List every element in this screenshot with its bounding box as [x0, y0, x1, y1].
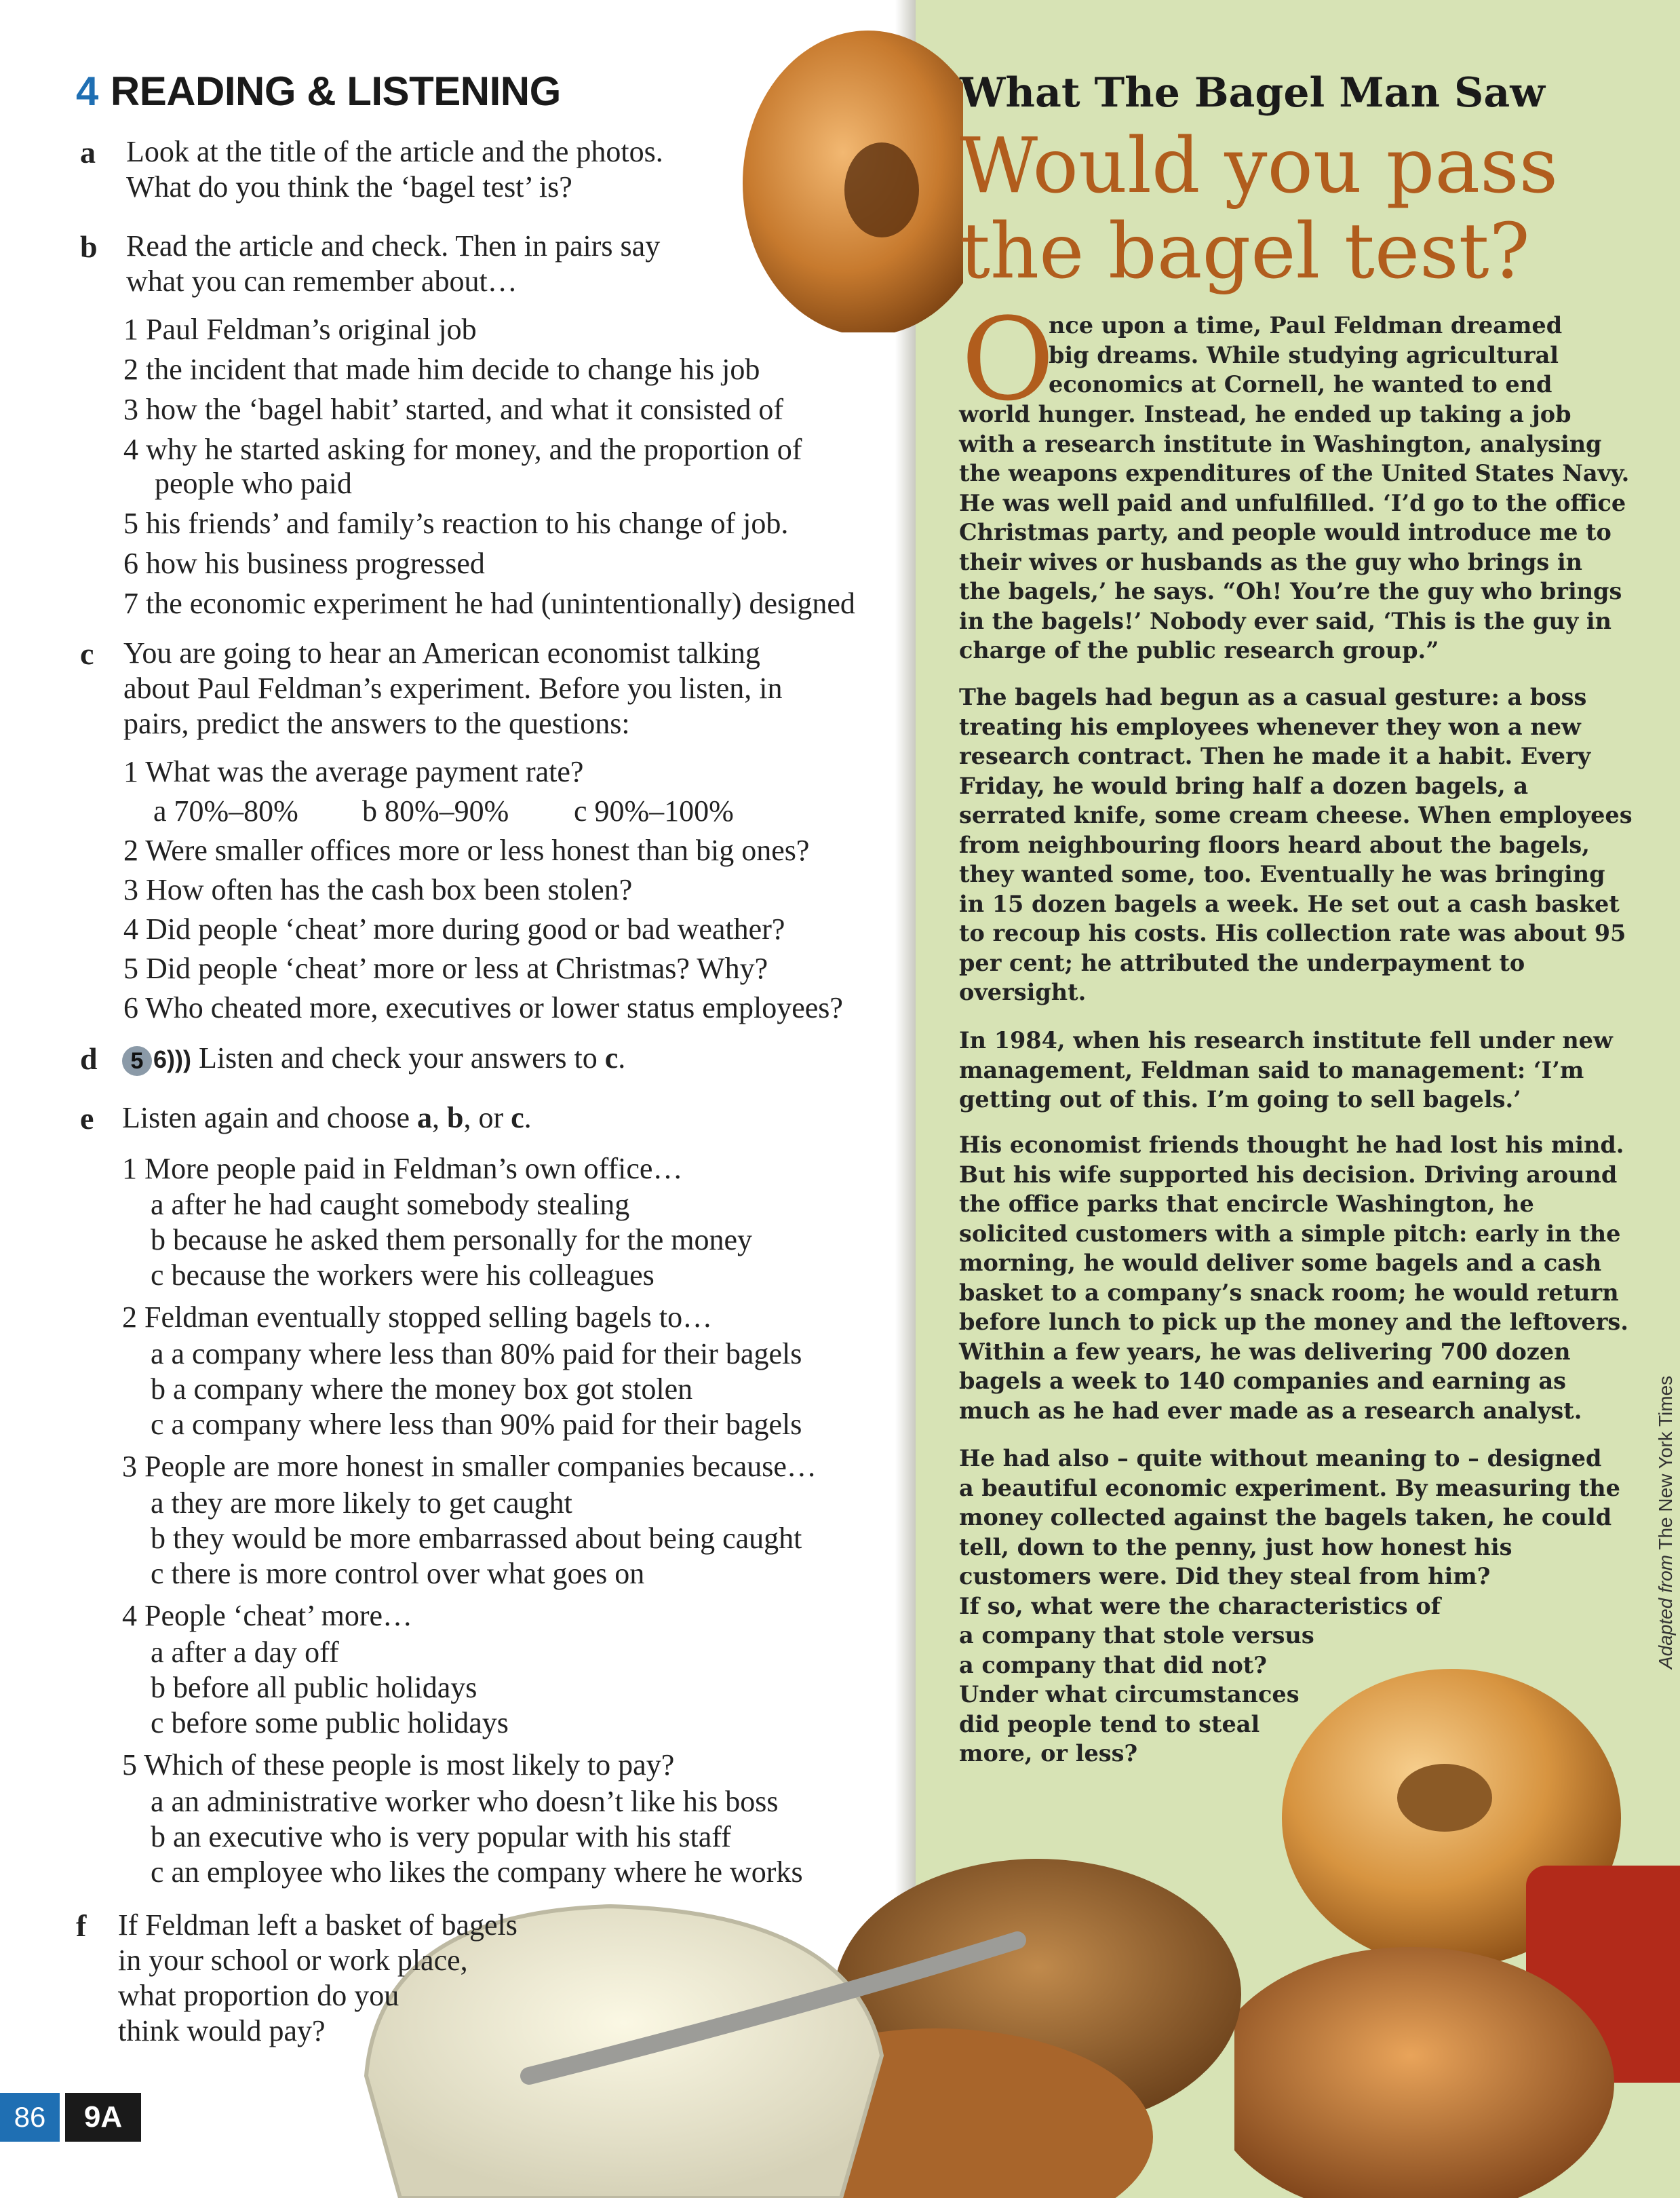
exercise-f-line: think would pay? [118, 2014, 326, 2047]
audio-track-icon[interactable]: 5 [122, 1046, 152, 1076]
exercise-e-option: b a company where the money box got stolen [151, 1372, 693, 1406]
exercise-d-ref: c [604, 1041, 619, 1075]
article-line: in 15 dozen bagels a week. He set out a cash basket [959, 890, 1620, 917]
article-line: economics at Cornell, he wanted to end [1049, 371, 1552, 398]
exercise-e-option: b an executive who is very popular with his staff [151, 1820, 731, 1853]
exercise-c-line: You are going to hear an American economist talking [123, 636, 760, 670]
article-line: research contract. Then he made it a habit. Every [959, 743, 1591, 769]
exercise-e-option: c there is more control over what goes on [151, 1557, 645, 1590]
article-line: much as he had ever made as a research analyst. [959, 1397, 1582, 1424]
exercise-e-question: 1 More people paid in Feldman’s own office… [122, 1152, 683, 1185]
article-paragraph-2 [959, 682, 1633, 1007]
article-line: money collected against the bagels taken, he could [959, 1504, 1612, 1530]
exercise-d-letter: d [80, 1041, 98, 1076]
article-line: charge of the public research group.” [959, 637, 1439, 663]
credit-prefix: Adapted from [1655, 1554, 1676, 1669]
article-title-line: Would you pass [960, 122, 1559, 210]
exercise-f-line: in your school or work place, [118, 1944, 468, 1977]
exercise-e-option: c an employee who likes the company where he works [151, 1855, 803, 1889]
exercise-b-item: 4 why he started asking for money, and the proportion of [123, 433, 802, 466]
article-line: big dreams. While studying agricultural [1049, 341, 1559, 368]
exercise-e-option: a they are more likely to get caught [151, 1486, 572, 1520]
exercise-c-option: c 90%–100% [574, 794, 734, 828]
article-paragraph-4 [959, 1130, 1628, 1425]
article-line: He had also – quite without meaning to – designed [959, 1445, 1602, 1471]
article-line: morning, he would deliver some bagels and a cash [959, 1250, 1602, 1276]
exercise-e-sep2: , or [463, 1101, 511, 1134]
article-line: they wanted some, too. Eventually he was bringing [959, 861, 1605, 887]
article-line: per cent; he attributed the underpayment to [959, 949, 1525, 976]
article-line: The bagels had begun as a casual gesture: a boss [959, 684, 1587, 710]
article-line: basket to a company’s snack room; he would return [959, 1279, 1619, 1306]
article-line: bagels a week to 140 companies and earning as [959, 1368, 1567, 1394]
exercise-e-a: a [416, 1101, 432, 1134]
article-drop-cap: O [961, 293, 1055, 426]
article-line: Within a few years, he was delivering 700 dozen [959, 1338, 1571, 1365]
article-line: world hunger. Instead, he ended up taking a job [959, 401, 1571, 427]
page-number: 86 [0, 2093, 60, 2142]
article-line: with a research institute in Washington, analysing [959, 430, 1602, 457]
article-line: tell, down to the penny, just how honest his [959, 1533, 1512, 1560]
article-kicker: What The Bagel Man Saw [960, 69, 1545, 117]
exercise-c-question: 1 What was the average payment rate? [123, 755, 584, 788]
article-line: did people tend to steal [959, 1710, 1260, 1737]
exercise-e-b: b [446, 1101, 464, 1134]
article-line: oversight. [959, 979, 1087, 1005]
exercise-b-item: 5 his friends’ and family’s reaction to his change of job. [123, 507, 789, 540]
article-paragraph-1-lead [1049, 311, 1562, 400]
exercise-e-sep1: , [431, 1101, 447, 1134]
exercise-e-option: b because he asked them personally for the money [151, 1223, 753, 1256]
exercise-b-item: 6 how his business progressed [123, 547, 485, 580]
audio-track-number: 6 [153, 1045, 168, 1073]
exercise-d-line [122, 1041, 625, 1077]
article-line: to recoup his costs. His collection rate was about 95 [959, 920, 1626, 946]
exercise-c-question: 4 Did people ‘cheat’ more during good or bad weather? [123, 912, 785, 946]
exercise-c-option: a 70%–80% [153, 794, 298, 828]
exercise-e-c: c [511, 1101, 524, 1134]
exercise-b-item: 2 the incident that made him decide to change his job [123, 353, 760, 386]
article-paragraph-5 [959, 1444, 1620, 1769]
article-line: the bagels,’ he says. “Oh! You’re the guy who brings [959, 578, 1622, 604]
audio-wave-icon: ))) [167, 1045, 191, 1073]
article-title-line: the bagel test? [960, 208, 1530, 296]
article-paragraph-1 [959, 400, 1629, 666]
exercise-f-line: If Feldman left a basket of bagels [118, 1908, 517, 1942]
exercise-e-question: 5 Which of these people is most likely to pay? [122, 1748, 675, 1781]
exercise-b-line: what you can remember about… [126, 265, 517, 298]
article-line: solicited customers with a simple pitch: early in the [959, 1220, 1621, 1247]
article-line: the office parks that encircle Washington, he [959, 1191, 1534, 1217]
exercise-e-option: b they would be more embarrassed about being caught [151, 1522, 802, 1555]
exercise-e-letter: e [80, 1101, 94, 1136]
exercise-f-letter: f [76, 1908, 87, 1943]
exercise-b-item: 3 how the ‘bagel habit’ started, and what it consisted of [123, 393, 784, 426]
article-line: treating his employees whenever they won a new [959, 713, 1581, 740]
article-line: from neighbouring floors heard about the bagels, [959, 831, 1590, 858]
exercise-c-letter: c [80, 636, 94, 671]
exercise-a-line: Look at the title of the article and the photos. [126, 135, 663, 168]
exercise-b-item: people who paid [155, 467, 352, 500]
exercise-e-question: 2 Feldman eventually stopped selling bagels to… [122, 1300, 713, 1334]
article-title [960, 123, 1558, 294]
bagel-photo-top [732, 14, 963, 332]
article-line: before lunch to pick up the money and the leftovers. [959, 1309, 1628, 1335]
article-line: a beautiful economic experiment. By measuring the [959, 1474, 1620, 1501]
exercise-e-option: a an administrative worker who doesn’t like his boss [151, 1785, 779, 1818]
exercise-d-text: Listen and check your answers to [199, 1041, 605, 1075]
exercise-e-end: . [524, 1101, 532, 1134]
exercise-a-letter: a [80, 135, 96, 170]
article-line: nce upon a time, Paul Feldman dreamed [1049, 312, 1563, 339]
exercise-e-instruction [122, 1100, 532, 1136]
section-title: READING & LISTENING [110, 69, 561, 114]
exercise-c-line: about Paul Feldman’s experiment. Before you listen, in [123, 672, 783, 705]
article-line: His economist friends thought he had lost his mind. [959, 1132, 1624, 1158]
article-line: Christmas party, and people would introduce me to [959, 519, 1611, 545]
exercise-b-item: 7 the economic experiment he had (unintentionally) designed [123, 587, 855, 620]
article-line: getting out of this. I’m going to sell bagels.’ [959, 1086, 1521, 1113]
article-line: In 1984, when his research institute fell under new [959, 1027, 1613, 1054]
exercise-e-option: a a company where less than 80% paid for their bagels [151, 1337, 802, 1370]
exercise-c-line: pairs, predict the answers to the questions: [123, 707, 630, 740]
exercise-e-question: 4 People ‘cheat’ more… [122, 1599, 413, 1632]
credit-source: The New York Times [1655, 1375, 1676, 1555]
exercise-e-option: a after he had caught somebody stealing [151, 1188, 630, 1221]
article-line: Friday, he would bring half a dozen bagels, a [959, 772, 1529, 799]
article-line: He was well paid and unfulfilled. ‘I’d go to the office [959, 489, 1626, 516]
article-line: in the bagels!’ Nobody ever said, ‘This is the guy in [959, 607, 1612, 634]
unit-label: 9A [65, 2093, 141, 2142]
exercise-c-question: 3 How often has the cash box been stolen? [123, 873, 633, 906]
section-heading [76, 68, 561, 115]
article-line: a company that did not? [959, 1651, 1267, 1678]
exercise-d-end: . [618, 1041, 626, 1075]
exercise-e-option: c before some public holidays [151, 1706, 509, 1739]
exercise-b-line: Read the article and check. Then in pairs say [126, 229, 661, 263]
article-paragraph-3 [959, 1026, 1613, 1115]
exercise-b-letter: b [80, 229, 98, 264]
exercise-c-question: 6 Who cheated more, executives or lower status employees? [123, 991, 843, 1024]
exercise-c-question: 5 Did people ‘cheat’ more or less at Christmas? Why? [123, 952, 768, 985]
exercise-c-option: b 80%–90% [362, 794, 509, 828]
exercise-f-line: what proportion do you [118, 1979, 399, 2012]
exercise-c-question: 2 Were smaller offices more or less honest than big ones? [123, 834, 810, 867]
article-line: the weapons expenditures of the United States Navy. [959, 460, 1630, 486]
exercise-a-line: What do you think the ‘bagel test’ is? [126, 170, 572, 204]
exercise-e-question: 3 People are more honest in smaller companies because… [122, 1450, 817, 1483]
article-line: their wives or husbands as the guy who brings in [959, 548, 1583, 575]
article-line: But his wife supported his decision. Driving around [959, 1161, 1618, 1188]
article-line: a company that stole versus [959, 1622, 1314, 1648]
article-line: serrated knife, some cream cheese. When employees [959, 802, 1633, 828]
article-line: more, or less? [959, 1740, 1138, 1767]
article-line: management, Feldman said to management: ‘I’m [959, 1056, 1584, 1083]
article-line: Under what circumstances [959, 1681, 1300, 1708]
exercise-e-option: a after a day off [151, 1636, 339, 1669]
article-line: If so, what were the characteristics of [959, 1592, 1441, 1619]
section-number: 4 [76, 69, 98, 114]
exercise-e-option: c a company where less than 90% paid for their bagels [151, 1408, 802, 1441]
exercise-b-item: 1 Paul Feldman’s original job [123, 313, 477, 346]
article-credit [1655, 1376, 1677, 1669]
exercise-e-text: Listen again and choose [122, 1101, 417, 1134]
exercise-e-option: b before all public holidays [151, 1671, 477, 1704]
exercise-e-option: c because the workers were his colleagues [151, 1258, 655, 1292]
article-line: customers were. Did they steal from him? [959, 1563, 1491, 1589]
